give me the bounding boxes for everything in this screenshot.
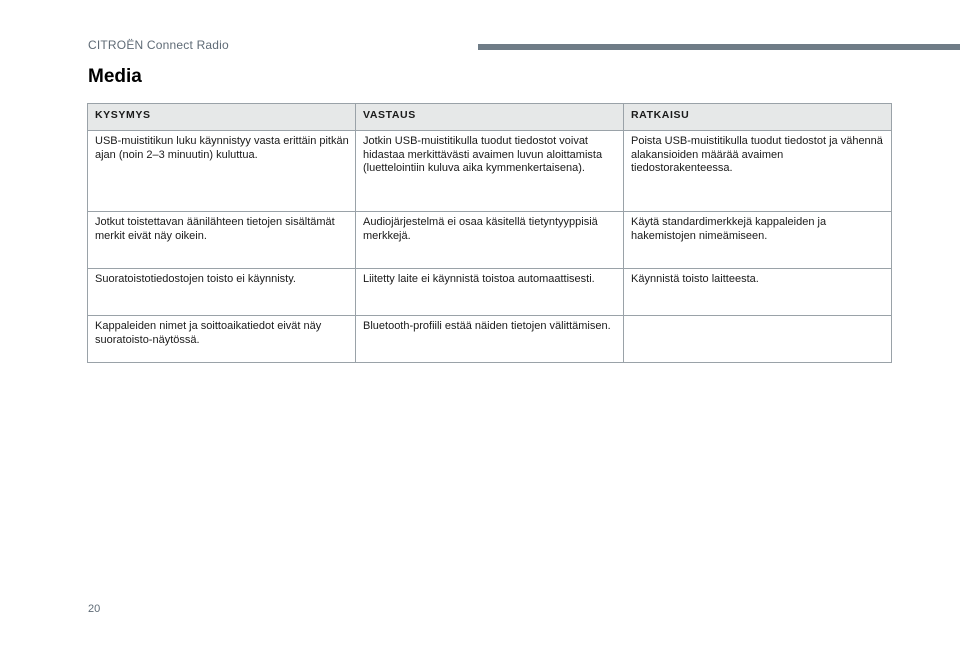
section-title: Media [88, 66, 142, 87]
table-row [88, 269, 892, 316]
answer-cell: Jotkin USB-muistitikulla tuodut tiedostot voivat hidastaa merkittävästi avaimen luvun aloittamista (luettelointiin kuluva aika kymmenkertaisena). [356, 131, 624, 212]
question-cell: Kappaleiden nimet ja soittoaikatiedot eivät näy suoratoisto-näytössä. [88, 316, 356, 363]
table-header-row [88, 104, 892, 131]
answer-cell: Audiojärjestelmä ei osaa käsitellä tietyntyyppisiä merkkejä. [356, 212, 624, 269]
solution-cell: Poista USB-muistitikulla tuodut tiedostot ja vähennä alakansioiden määrää avaimen tiedostorakenteessa. [624, 131, 892, 212]
header-bar [478, 44, 960, 50]
answer-cell: Liitetty laite ei käynnistä toistoa automaattisesti. [356, 269, 624, 316]
solution-cell: Käytä standardimerkkejä kappaleiden ja hakemistojen nimeämiseen. [624, 212, 892, 269]
header-title: CITROËN Connect Radio [88, 38, 229, 52]
faq-table [87, 103, 892, 363]
page-number: 20 [88, 603, 101, 615]
solution-cell: Käynnistä toisto laitteesta. [624, 269, 892, 316]
question-cell: Suoratoistotiedostojen toisto ei käynnisty. [88, 269, 356, 316]
table-row [88, 131, 892, 212]
header-question: KYSYMYS [88, 104, 356, 131]
question-cell: Jotkut toistettavan äänilähteen tietojen sisältämät merkit eivät näy oikein. [88, 212, 356, 269]
header-answer: VASTAUS [356, 104, 624, 131]
table-row [88, 212, 892, 269]
solution-cell [624, 316, 892, 363]
header-solution: RATKAISU [624, 104, 892, 131]
table-row [88, 316, 892, 363]
question-cell: USB-muistitikun luku käynnistyy vasta erittäin pitkän ajan (noin 2–3 minuutin) kuluttua. [88, 131, 356, 212]
answer-cell: Bluetooth-profiili estää näiden tietojen välittämisen. [356, 316, 624, 363]
